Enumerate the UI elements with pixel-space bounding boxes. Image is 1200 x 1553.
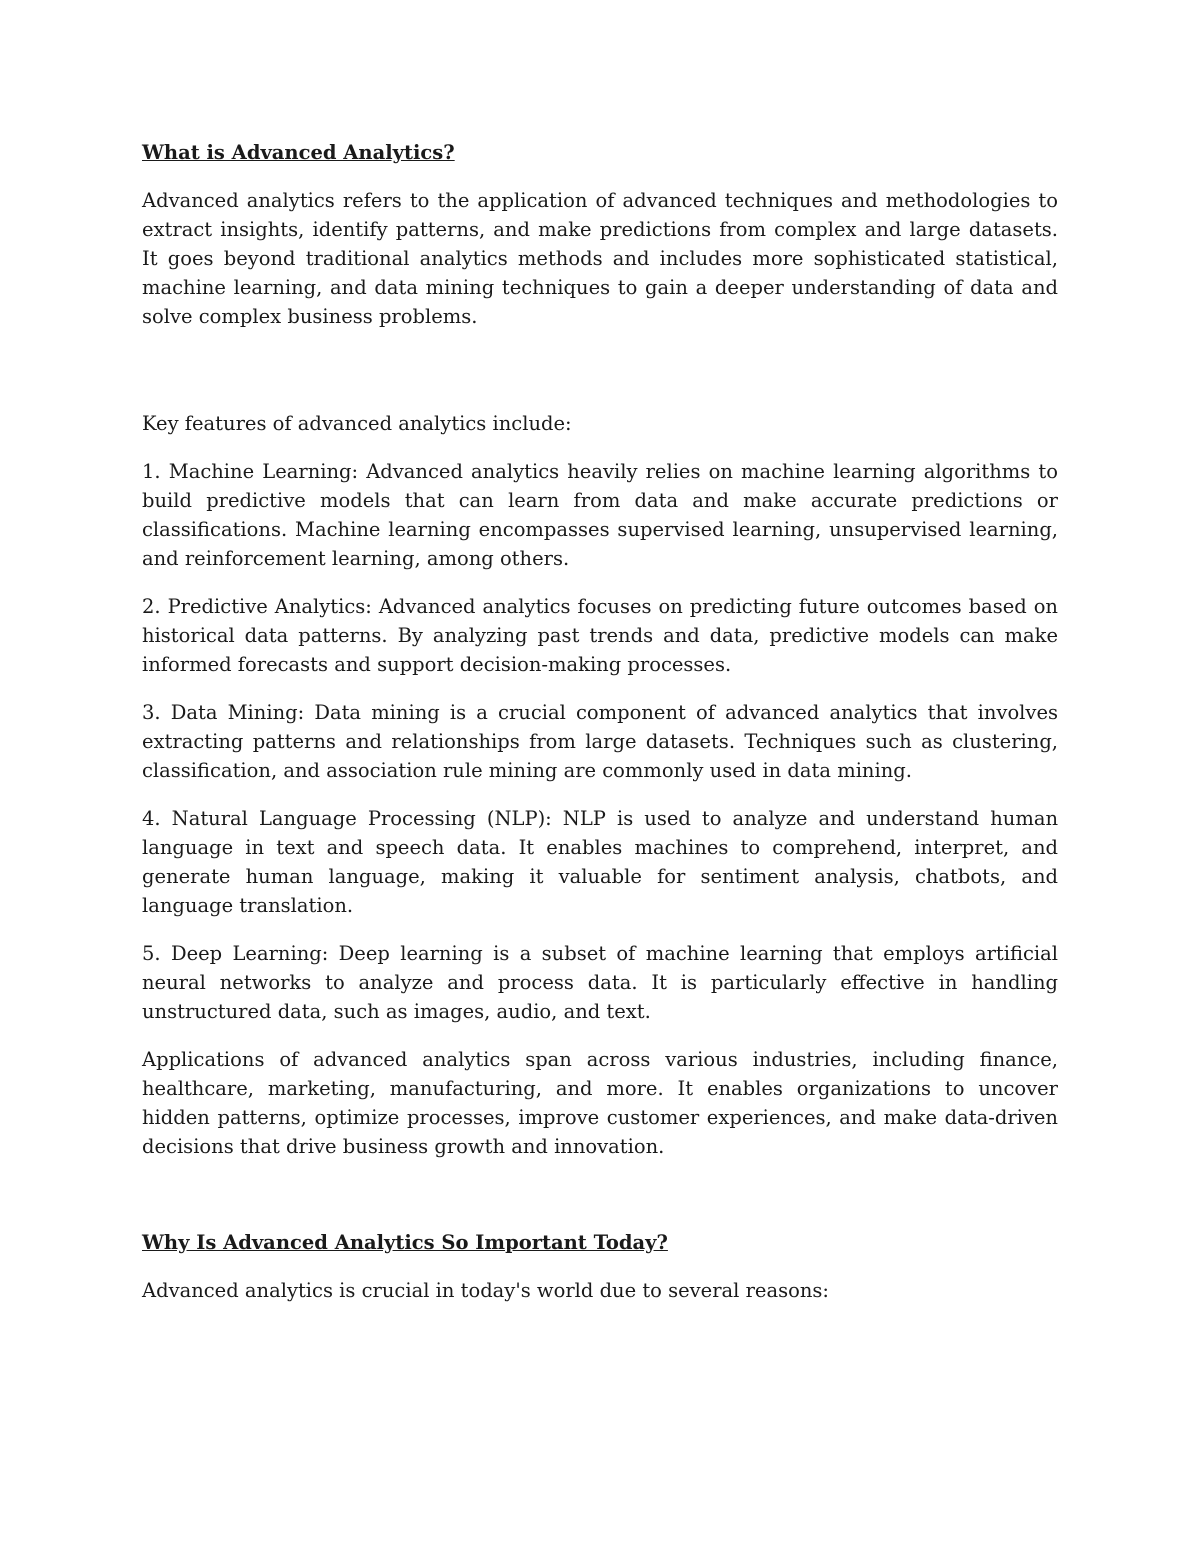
spacer — [142, 1210, 1058, 1228]
spacer — [142, 438, 1058, 457]
spacer — [142, 1026, 1058, 1045]
feature-item: 1. Machine Learning: Advanced analytics heavily relies on machine learning algorithms to build predictive models that can learn from data and make accurate predictions or classifications. Machine learning encompasses supervised learning, unsupervised learning, and reinforcement learning, among others. — [142, 460, 1058, 570]
intro-paragraph: Advanced analytics refers to the application of advanced techniques and methodologies to extract insights, identify patterns, and make predictions from complex and large datasets. It goes beyond traditional analytics methods and includes more sophisticated statistical, machine learning, and data mining techniques to gain a deeper understanding of data and solve complex business problems. — [142, 189, 1058, 328]
spacer — [142, 1257, 1058, 1276]
section2-intro: Advanced analytics is crucial in today's world due to several reasons: — [142, 1279, 829, 1302]
features-intro: Key features of advanced analytics include: — [142, 412, 572, 435]
feature-item: 3. Data Mining: Data mining is a crucial component of advanced analytics that involves extracting patterns and relationships from large datasets. Techniques such as clustering, classification, and association rule mining are commonly used in data mining. — [142, 701, 1058, 782]
spacer — [142, 679, 1058, 698]
spacer — [142, 380, 1058, 409]
feature-item: 2. Predictive Analytics: Advanced analytics focuses on predicting future outcomes based on historical data patterns. By analyzing past trends and data, predictive models can make informed forecasts and support decision-making processes. — [142, 595, 1058, 676]
section-heading-why-important: Why Is Advanced Analytics So Important Today? — [142, 1231, 668, 1254]
spacer — [142, 573, 1058, 592]
spacer — [142, 331, 1058, 380]
spacer — [142, 1161, 1058, 1210]
document-page — [142, 138, 1058, 1305]
spacer — [142, 920, 1058, 939]
section-heading-what-is: What is Advanced Analytics? — [142, 141, 455, 164]
spacer — [142, 167, 1058, 186]
applications-paragraph: Applications of advanced analytics span across various industries, including finance, healthcare, marketing, manufacturing, and more. It enables organizations to uncover hidden patterns, optimize processes, improve customer experiences, and make data-driven decisions that drive business growth and innovation. — [142, 1048, 1058, 1158]
spacer — [142, 785, 1058, 804]
feature-item: 5. Deep Learning: Deep learning is a subset of machine learning that employs artificial neural networks to analyze and process data. It is particularly effective in handling unstructured data, such as images, audio, and text. — [142, 942, 1058, 1023]
feature-item: 4. Natural Language Processing (NLP): NLP is used to analyze and understand human language in text and speech data. It enables machines to comprehend, interpret, and generate human language, making it valuable for sentiment analysis, chatbots, and language translation. — [142, 807, 1058, 917]
